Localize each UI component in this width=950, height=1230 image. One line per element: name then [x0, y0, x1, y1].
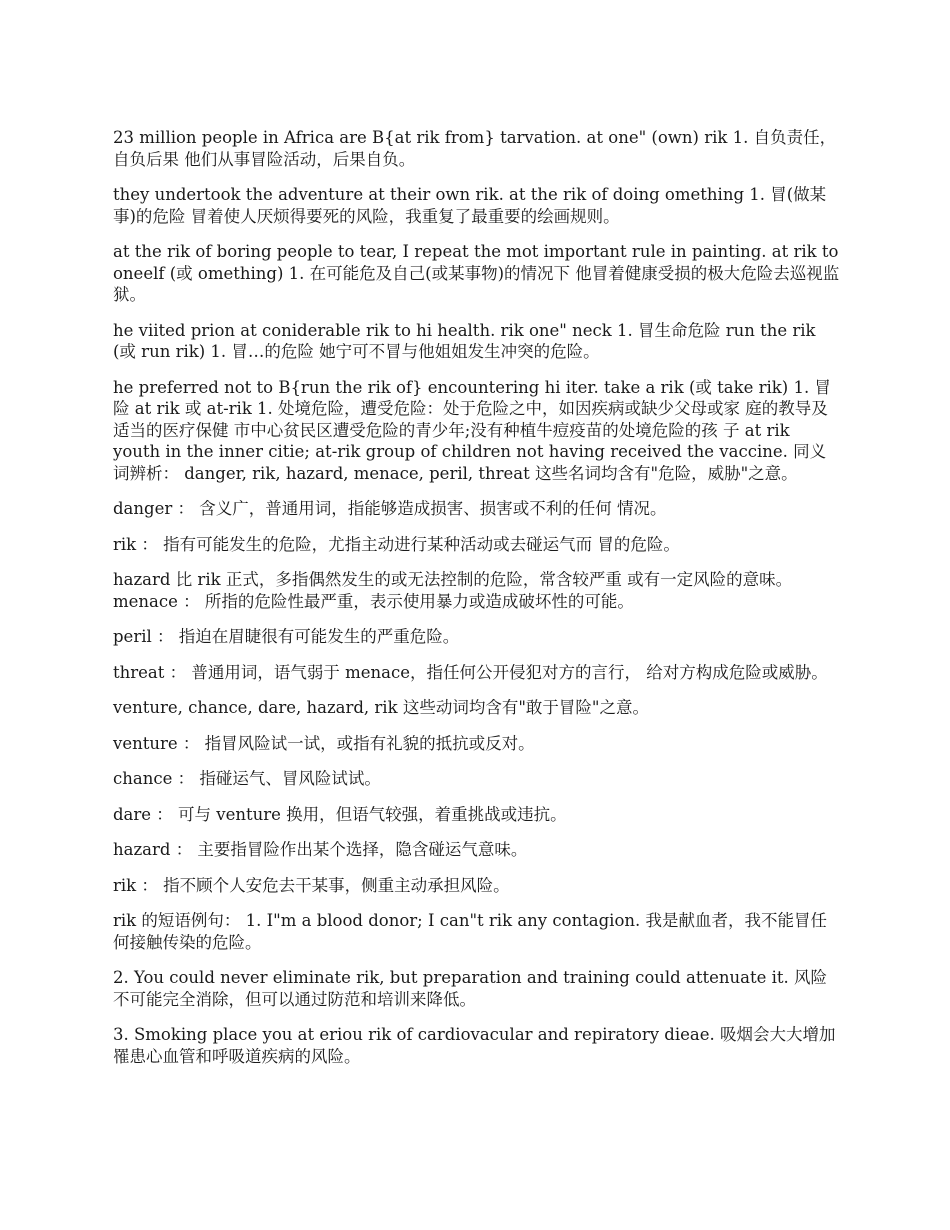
- paragraph: hazard 比 rik 正式，多指偶然发生的或无法控制的危险，常含较严重 或有一定风险的意味。menace ： 所指的危险性最严重，表示使用暴力或造成破坏性的可能。: [113, 570, 793, 611]
- paragraph: dare ： 可与 venture 换用，但语气较强，着重挑战或违抗。: [113, 804, 567, 824]
- paragraph: 2. You could never eliminate rik, but preparation and training could attenuate it. 风险不可能完全消除，但可以通过防范和培训来降低。: [113, 968, 827, 1009]
- paragraph: danger ： 含义广，普通用词，指能够造成损害、损害或不利的任何 情况。: [113, 499, 667, 518]
- paragraph: rik ： 指不顾个人安危去干某事，侧重主动承担风险。: [113, 875, 510, 895]
- paragraph: 3. Smoking place you at eriou rik of cardiovacular and repiratory dieae. 吸烟会大大增加罹患心血管和呼吸道疾病的风险。: [113, 1025, 836, 1066]
- paragraph: venture, chance, dare, hazard, rik 这些动词均含有"敢于冒险"之意。: [113, 698, 650, 717]
- paragraph: chance ： 指碰运气、冒风险试试。: [113, 769, 381, 788]
- paragraph: venture ： 指冒风险试一试，或指有礼貌的抵抗或反对。: [113, 733, 535, 753]
- paragraph: they undertook the adventure at their own rik. at the rik of doing omething 1. 冒(做某事)的危险 冒着使人厌烦得要死的风险，我重复了最重要的绘画规则。: [113, 185, 827, 226]
- paragraph: at the rik of boring people to tear, I repeat the mot important rule in painting. at rik to oneelf (或 omething) 1. 在可能危及自己(或某事物)的情况下 他冒着健康受损的极大危险去巡视监狱。: [113, 242, 840, 304]
- paragraph: threat ： 普通用词，语气弱于 menace，指任何公开侵犯对方的言行， 给对方构成危险或威胁。: [113, 662, 828, 682]
- paragraph: peril ： 指迫在眉睫很有可能发生的严重危险。: [113, 627, 460, 646]
- document-page: [113, 127, 841, 1081]
- paragraph: hazard ： 主要指冒险作出某个选择，隐含碰运气意味。: [113, 840, 528, 859]
- paragraph: 23 million people in Africa are B{at rik from} tarvation. at one" (own) rik 1. 自负责任，自负后果 他们从事冒险活动，后果自负。: [113, 128, 837, 169]
- paragraph: rik ： 指有可能发生的危险，尤指主动进行某种活动或去碰运气而 冒的危险。: [113, 534, 680, 554]
- paragraph: rik 的短语例句： 1. I"m a blood donor; I can"t rik any contagion. 我是献血者，我不能冒任何接触传染的危险。: [113, 911, 828, 952]
- paragraph: he viited prion at coniderable rik to hi health. rik one" neck 1. 冒生命危险 run the rik (或 run rik) 1. 冒…的危险 她宁可不冒与他姐姐发生冲突的危险。: [113, 320, 816, 361]
- paragraph: he preferred not to B{run the rik of} encountering hi iter. take a rik (或 take rik) 1. 冒险 at rik 或 at-rik 1. 处境危险，遭受危险：处于危险之中，如因疾病或缺少父母或家 庭的教导及适当的医疗保健 市中心贫民区遭受危险的青少年;没有种植牛痘疫苗的处境危险的孩 子 at rik youth in the inner citie; at-rik group of children not having received the vaccine. 同义词辨析： danger, rik, hazard, menace, peril, threat 这些名词均含有"危险，威胁"之意。: [113, 377, 831, 483]
